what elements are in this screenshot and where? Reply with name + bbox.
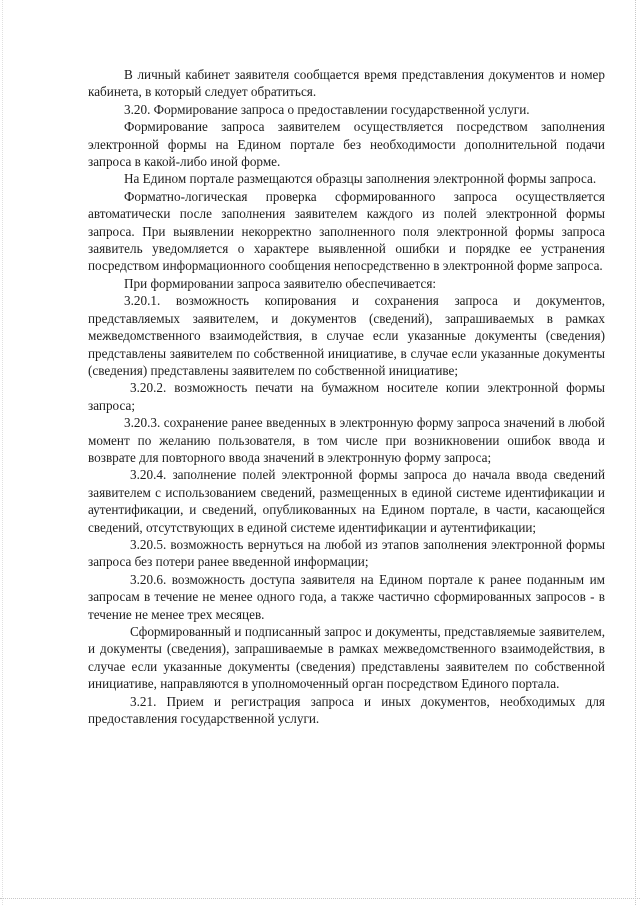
list-item-3-20-3: 3.20.3. сохранение ранее введенных в электронную форму запроса значений в любой момент по желанию пользователя, в том числе при возникновении ошибок ввода и возврате для повторного ввода значений в электронную форму запроса;	[88, 415, 605, 465]
scan-edge-right	[634, 0, 636, 905]
list-item-3-20-4: 3.20.4. заполнение полей электронной формы запроса до начала ввода сведений заявителем с использованием сведений, размещенных в единой системе идентификации и аутентификации, и сведений, опубликованных на Едином портале, в части, касающейся сведений, отсутствующих в единой системе идентификации и аутентификации;	[88, 467, 605, 535]
list-item-3-20-6: 3.20.6. возможность доступа заявителя на Едином портале к ранее поданным им запросам в течение не менее одного года, а также частично сформированных запросов - в течение не менее трех месяцев.	[88, 571, 605, 622]
section-heading-3-20: 3.20. Формирование запроса о предоставлении государственной услуги.	[124, 101, 530, 117]
paragraph-cabinet-info: В личный кабинет заявителя сообщается время представления документов и номер кабинета, в который следует обратиться.	[88, 67, 605, 100]
document-page	[88, 66, 605, 727]
scan-edge-left	[2, 0, 4, 905]
paragraph-provided-list-intro: При формировании запроса заявителю обеспечивается:	[124, 275, 437, 291]
list-item-3-20-1: 3.20.1. возможность копирования и сохранения запроса и документов, представляемых заявителем, и документов (сведений), запрашиваемых в рамках межведомственного взаимодействия, в случае если указанные документы (сведения) представлены заявителем по собственной инициативе, в случае если указанные документы (сведения) представлены заявителем по собственной инициативе;	[88, 293, 605, 378]
paragraph-format-check: Форматно-логическая проверка сформированного запроса осуществляется автоматически после заполнения заявителем каждого из полей электронной формы запроса. При выявлении некорректно заполненного поля электронной формы запроса заявитель уведомляется о характере выявленной ошибки и порядке ее устранения посредством информационного сообщения непосредственно в электронной форме запроса.	[88, 188, 605, 274]
list-item-3-20-5: 3.20.5. возможность вернуться на любой из этапов заполнения электронной формы запроса без потери ранее введенной информации;	[88, 536, 605, 570]
list-item-3-20-2: 3.20.2. возможность печати на бумажном носителе копии электронной формы запроса;	[88, 380, 605, 413]
paragraph-samples: На Едином портале размещаются образцы заполнения электронной формы запроса.	[124, 171, 597, 187]
scan-edge-bottom	[0, 897, 640, 899]
paragraph-request-forming: Формирование запроса заявителем осуществляется посредством заполнения электронной формы на Едином портале без необходимости дополнительной подачи запроса в какой-либо иной форме.	[88, 119, 605, 170]
paragraph-signed-request: Сформированный и подписанный запрос и документы, представляемые заявителем, и документы (сведения), запрашиваемые в рамках межведомственного взаимодействия, в случае если указанные документы (сведения) представлены заявителем по собственной инициативе, направляются в уполномоченный орган посредством Единого портала.	[88, 624, 605, 692]
section-heading-3-21: 3.21. Прием и регистрация запроса и иных документов, необходимых для предоставления государственной услуги.	[88, 693, 605, 727]
